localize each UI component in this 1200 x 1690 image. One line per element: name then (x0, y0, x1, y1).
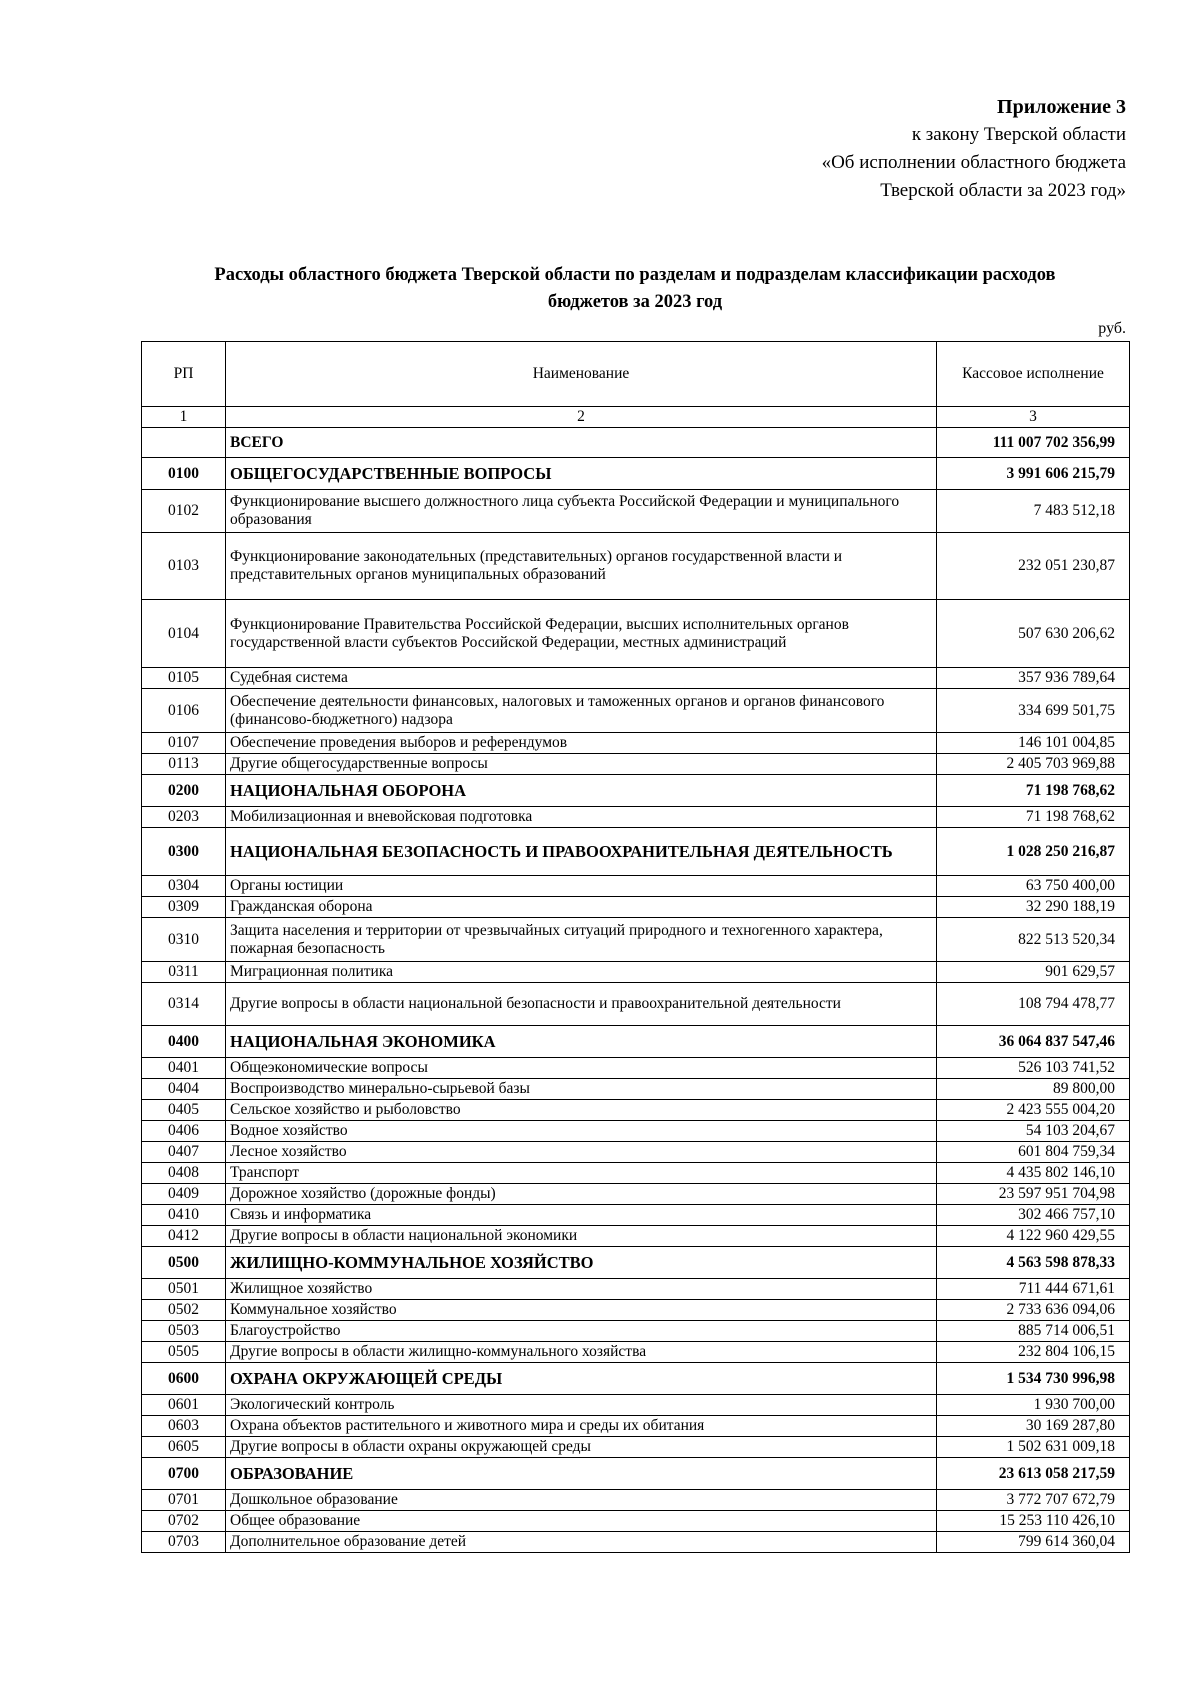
row-amount: 799 614 360,04 (937, 1532, 1130, 1553)
row-name: Другие общегосударственные вопросы (226, 754, 937, 775)
row-code: 0104 (142, 600, 226, 668)
row-amount: 4 122 960 429,55 (937, 1226, 1130, 1247)
row-name: Лесное хозяйство (226, 1142, 937, 1163)
table-row (142, 1490, 1130, 1511)
row-name: Коммунальное хозяйство (226, 1300, 937, 1321)
row-code: 0502 (142, 1300, 226, 1321)
document-title-line-1: Расходы областного бюджета Тверской области по разделам и подразделам классификации расходов (214, 265, 1056, 285)
row-amount: 89 800,00 (937, 1079, 1130, 1100)
row-name: Мобилизационная и вневойсковая подготовка (226, 807, 937, 828)
table-row (142, 1395, 1130, 1416)
row-name: Дошкольное образование (226, 1490, 937, 1511)
row-name: ВСЕГО (226, 428, 937, 458)
row-code: 0700 (142, 1458, 226, 1490)
row-amount: 601 804 759,34 (937, 1142, 1130, 1163)
budget-table (141, 341, 1130, 1553)
row-name: Дополнительное образование детей (226, 1532, 937, 1553)
row-name: НАЦИОНАЛЬНАЯ ОБОРОНА (226, 775, 937, 807)
total-row (142, 428, 1130, 458)
row-code: 0605 (142, 1437, 226, 1458)
row-amount: 15 253 110 426,10 (937, 1511, 1130, 1532)
section-row (142, 1247, 1130, 1279)
row-amount: 2 423 555 004,20 (937, 1100, 1130, 1121)
row-amount: 30 169 287,80 (937, 1416, 1130, 1437)
appendix-header (822, 93, 1126, 205)
row-name: Жилищное хозяйство (226, 1279, 937, 1300)
row-name: Воспроизводство минерально-сырьевой базы (226, 1079, 937, 1100)
row-name: Функционирование Правительства Российской Федерации, высших исполнительных органов государственной власти субъектов Российской Федерации, местных администраций (226, 600, 937, 668)
row-name: Другие вопросы в области жилищно-коммунального хозяйства (226, 1342, 937, 1363)
row-name: Экологический контроль (226, 1395, 937, 1416)
row-code: 0505 (142, 1342, 226, 1363)
row-code: 0407 (142, 1142, 226, 1163)
row-code: 0200 (142, 775, 226, 807)
row-amount: 822 513 520,34 (937, 918, 1130, 962)
row-name: НАЦИОНАЛЬНАЯ ЭКОНОМИКА (226, 1026, 937, 1058)
document-title-line-2: бюджетов за 2023 год (547, 292, 723, 312)
table-row (142, 600, 1130, 668)
row-name: Обеспечение деятельности финансовых, налоговых и таможенных органов и органов финансового (финансово-бюджетного) надзора (226, 689, 937, 733)
row-name: Защита населения и территории от чрезвычайных ситуаций природного и техногенного характера, пожарная безопасность (226, 918, 937, 962)
row-name: Обеспечение проведения выборов и референдумов (226, 733, 937, 754)
row-code: 0409 (142, 1184, 226, 1205)
row-amount: 302 466 757,10 (937, 1205, 1130, 1226)
table-header-row (142, 342, 1130, 407)
row-amount: 32 290 188,19 (937, 897, 1130, 918)
table-row (142, 754, 1130, 775)
table-row (142, 1142, 1130, 1163)
row-code: 0311 (142, 962, 226, 983)
row-code: 0503 (142, 1321, 226, 1342)
table-row (142, 1511, 1130, 1532)
row-amount: 71 198 768,62 (937, 775, 1130, 807)
row-name: НАЦИОНАЛЬНАЯ БЕЗОПАСНОСТЬ И ПРАВООХРАНИТЕЛЬНАЯ ДЕЯТЕЛЬНОСТЬ (226, 828, 937, 876)
row-code: 0314 (142, 983, 226, 1026)
row-code: 0107 (142, 733, 226, 754)
table-row (142, 1226, 1130, 1247)
currency-unit: руб. (1098, 320, 1126, 337)
document-title (140, 262, 1130, 316)
row-code: 0600 (142, 1363, 226, 1395)
row-code: 0601 (142, 1395, 226, 1416)
row-amount: 23 613 058 217,59 (937, 1458, 1130, 1490)
row-name: Функционирование законодательных (представительных) органов государственной власти и представительных органов муниципальных образований (226, 533, 937, 600)
table-row (142, 689, 1130, 733)
row-code: 0113 (142, 754, 226, 775)
table-row (142, 1416, 1130, 1437)
table-row (142, 983, 1130, 1026)
column-index-1: 1 (142, 407, 226, 428)
section-row (142, 775, 1130, 807)
header-amount: Кассовое исполнение (937, 342, 1130, 407)
table-row (142, 1342, 1130, 1363)
row-name: Общее образование (226, 1511, 937, 1532)
row-code: 0408 (142, 1163, 226, 1184)
row-amount: 7 483 512,18 (937, 490, 1130, 533)
row-amount: 4 563 598 878,33 (937, 1247, 1130, 1279)
row-name: ОБРАЗОВАНИЕ (226, 1458, 937, 1490)
row-code: 0703 (142, 1532, 226, 1553)
table-row (142, 533, 1130, 600)
table-row (142, 1058, 1130, 1079)
row-name: Общеэкономические вопросы (226, 1058, 937, 1079)
table-row (142, 876, 1130, 897)
section-row (142, 1026, 1130, 1058)
row-code: 0702 (142, 1511, 226, 1532)
section-row (142, 458, 1130, 490)
row-code: 0500 (142, 1247, 226, 1279)
header-section-code: РП (142, 342, 226, 407)
row-code: 0400 (142, 1026, 226, 1058)
table-row (142, 490, 1130, 533)
table-row (142, 962, 1130, 983)
row-code: 0103 (142, 533, 226, 600)
table-row (142, 1121, 1130, 1142)
row-name: Сельское хозяйство и рыболовство (226, 1100, 937, 1121)
table-row (142, 1205, 1130, 1226)
table-row (142, 668, 1130, 689)
row-code: 0412 (142, 1226, 226, 1247)
row-name: ОХРАНА ОКРУЖАЮЩЕЙ СРЕДЫ (226, 1363, 937, 1395)
row-code: 0203 (142, 807, 226, 828)
row-name: Дорожное хозяйство (дорожные фонды) (226, 1184, 937, 1205)
row-amount: 3 772 707 672,79 (937, 1490, 1130, 1511)
row-name: Охрана объектов растительного и животного мира и среды их обитания (226, 1416, 937, 1437)
row-amount: 71 198 768,62 (937, 807, 1130, 828)
column-index-3: 3 (937, 407, 1130, 428)
row-amount: 507 630 206,62 (937, 600, 1130, 668)
row-name: Другие вопросы в области национальной экономики (226, 1226, 937, 1247)
appendix-line-3: Тверской области за 2023 год» (880, 180, 1126, 201)
row-name: Другие вопросы в области охраны окружающей среды (226, 1437, 937, 1458)
section-row (142, 1458, 1130, 1490)
row-name: Миграционная политика (226, 962, 937, 983)
row-amount: 108 794 478,77 (937, 983, 1130, 1026)
row-code: 0105 (142, 668, 226, 689)
row-amount: 111 007 702 356,99 (937, 428, 1130, 458)
row-code (142, 428, 226, 458)
row-code: 0310 (142, 918, 226, 962)
row-code: 0404 (142, 1079, 226, 1100)
row-amount: 232 051 230,87 (937, 533, 1130, 600)
row-name: Благоустройство (226, 1321, 937, 1342)
row-amount: 1 502 631 009,18 (937, 1437, 1130, 1458)
row-code: 0401 (142, 1058, 226, 1079)
row-amount: 63 750 400,00 (937, 876, 1130, 897)
table-row (142, 1184, 1130, 1205)
column-index-2: 2 (226, 407, 937, 428)
row-code: 0304 (142, 876, 226, 897)
row-amount: 23 597 951 704,98 (937, 1184, 1130, 1205)
table-row (142, 918, 1130, 962)
row-code: 0701 (142, 1490, 226, 1511)
row-name: Другие вопросы в области национальной безопасности и правоохранительной деятельности (226, 983, 937, 1026)
table-body (142, 428, 1130, 1553)
row-amount: 36 064 837 547,46 (937, 1026, 1130, 1058)
row-code: 0405 (142, 1100, 226, 1121)
row-amount: 232 804 106,15 (937, 1342, 1130, 1363)
row-code: 0603 (142, 1416, 226, 1437)
row-amount: 3 991 606 215,79 (937, 458, 1130, 490)
table-row (142, 807, 1130, 828)
table-row (142, 733, 1130, 754)
column-index-row (142, 407, 1130, 428)
row-code: 0309 (142, 897, 226, 918)
row-name: Гражданская оборона (226, 897, 937, 918)
row-name: Органы юстиции (226, 876, 937, 897)
table-row (142, 1100, 1130, 1121)
table-row (142, 1079, 1130, 1100)
row-amount: 1 534 730 996,98 (937, 1363, 1130, 1395)
appendix-line-2: «Об исполнении областного бюджета (821, 152, 1126, 173)
row-name: Транспорт (226, 1163, 937, 1184)
row-name: ЖИЛИЩНО-КОММУНАЛЬНОЕ ХОЗЯЙСТВО (226, 1247, 937, 1279)
row-amount: 901 629,57 (937, 962, 1130, 983)
row-amount: 2 733 636 094,06 (937, 1300, 1130, 1321)
row-code: 0410 (142, 1205, 226, 1226)
row-amount: 1 028 250 216,87 (937, 828, 1130, 876)
row-name: Водное хозяйство (226, 1121, 937, 1142)
row-amount: 711 444 671,61 (937, 1279, 1130, 1300)
row-code: 0106 (142, 689, 226, 733)
row-amount: 1 930 700,00 (937, 1395, 1130, 1416)
appendix-line-1: к закону Тверской области (911, 124, 1126, 145)
row-code: 0102 (142, 490, 226, 533)
row-amount: 146 101 004,85 (937, 733, 1130, 754)
row-code: 0100 (142, 458, 226, 490)
row-amount: 2 405 703 969,88 (937, 754, 1130, 775)
row-amount: 4 435 802 146,10 (937, 1163, 1130, 1184)
row-name: Связь и информатика (226, 1205, 937, 1226)
section-row (142, 828, 1130, 876)
table-row (142, 1532, 1130, 1553)
table-row (142, 1163, 1130, 1184)
row-amount: 357 936 789,64 (937, 668, 1130, 689)
table-row (142, 1300, 1130, 1321)
row-amount: 526 103 741,52 (937, 1058, 1130, 1079)
row-name: Функционирование высшего должностного лица субъекта Российской Федерации и муниципального образования (226, 490, 937, 533)
row-code: 0406 (142, 1121, 226, 1142)
header-name: Наименование (226, 342, 937, 407)
row-code: 0501 (142, 1279, 226, 1300)
section-row (142, 1363, 1130, 1395)
row-name: ОБЩЕГОСУДАРСТВЕННЫЕ ВОПРОСЫ (226, 458, 937, 490)
row-amount: 54 103 204,67 (937, 1121, 1130, 1142)
row-code: 0300 (142, 828, 226, 876)
row-amount: 885 714 006,51 (937, 1321, 1130, 1342)
appendix-title: Приложение 3 (997, 96, 1126, 118)
table-row (142, 1437, 1130, 1458)
table-row (142, 1279, 1130, 1300)
row-name: Судебная система (226, 668, 937, 689)
table-row (142, 897, 1130, 918)
table-row (142, 1321, 1130, 1342)
row-amount: 334 699 501,75 (937, 689, 1130, 733)
